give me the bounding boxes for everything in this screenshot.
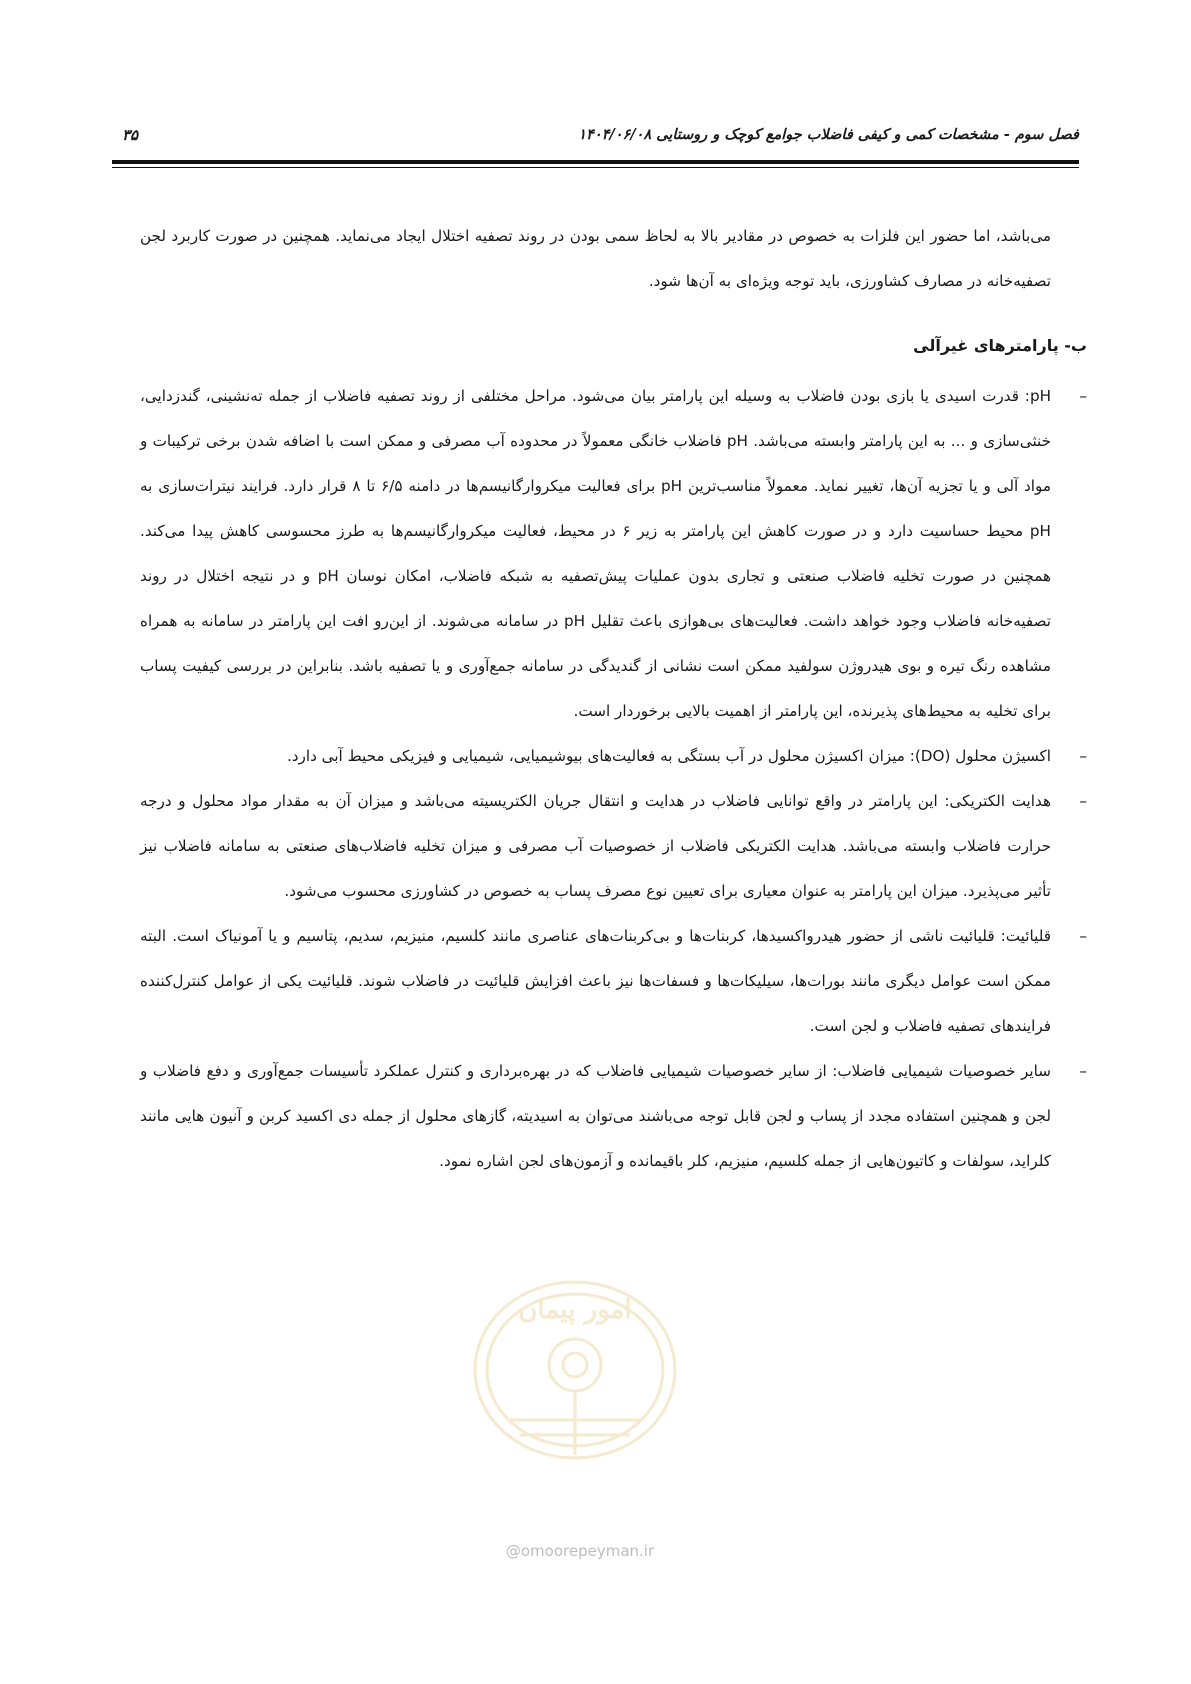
chapter-title: فصل سوم - مشخصات کمی و کیفی فاضلاب جوامع کوچک و روستایی ۱۴۰۴/۰۶/۰۸ bbox=[578, 126, 1079, 143]
bullet-list bbox=[140, 374, 1087, 1184]
bullet-dash: – bbox=[1079, 1062, 1087, 1080]
bullet-conductivity bbox=[140, 779, 1087, 914]
bullet-text: قلیائیت: قلیائیت ناشی از حضور هیدرواکسیدها، کربنات‌ها و بی‌کربنات‌های عناصری مانند کلسیم، منیزیم، سدیم، پتاسیم و یا آمونیاک است. البته ممکن است عوامل دیگری مانند بورات‌ها، سیلیکات‌ها و فسفات‌ها نیز باعث افزایش قلیائیت در فاضلاب شوند. قلیائیت یکی از عوامل کنترل‌کننده فرایندهای تصفیه فاضلاب و لجن است. bbox=[140, 927, 1051, 1035]
intro-paragraph: می‌باشد، اما حضور این فلزات به خصوص در مقادیر بالا به لحاظ سمی بودن در روند تصفیه اختلال ایجاد می‌نماید. همچنین در صورت کاربرد لجن تصفیه‌خانه در مصارف کشاورزی، باید توجه ویژه‌ای به آن‌ها شود. bbox=[140, 227, 1051, 290]
page-body bbox=[140, 214, 1087, 1184]
bullet-text: اکسیژن محلول (DO): میزان اکسیژن محلول در آب بستگی به فعالیت‌های بیوشیمیایی، شیمیایی و فیزیکی محیط آبی دارد. bbox=[286, 747, 1051, 765]
bullet-other-chemical bbox=[140, 1049, 1087, 1184]
bullet-dash: – bbox=[1079, 387, 1087, 405]
bullet-dissolved-oxygen bbox=[140, 734, 1087, 779]
page-number: ۳۵ bbox=[122, 126, 139, 144]
bullet-text: سایر خصوصیات شیمیایی فاضلاب: از سایر خصوصیات شیمیایی فاضلاب که در بهره‌برداری و کنترل عملکرد تأسیسات جمع‌آوری و دفع فاضلاب و لجن و همچنین استفاده مجدد از پساب و لجن قابل توجه می‌باشند می‌توان به اسیدیته، گازهای محلول از جمله دی اکسید کربن و آنیون هایی مانند کلراید، سولفات و کاتیون‌هایی از جمله کلسیم، منیزیم، کلر باقیمانده و آزمون‌های لجن اشاره نمود. bbox=[140, 1062, 1051, 1170]
watermark-url: @omoorepeyman.ir bbox=[505, 1542, 655, 1560]
running-header bbox=[112, 126, 1079, 154]
watermark-logo-text: امور پیمان bbox=[518, 1295, 632, 1325]
watermark-logo bbox=[450, 1270, 700, 1470]
header-rule-thick bbox=[112, 160, 1079, 164]
bullet-text: هدایت الکتریکی: این پارامتر در واقع توانایی فاضلاب در هدایت و انتقال جریان الکتریسیته می‌باشد و میزان آن به مقدار مواد محلول و درجه حرارت فاضلاب وابسته می‌باشد. هدایت الکتریکی فاضلاب از خصوصیات آب مصرفی و میزان تخلیه فاضلاب‌های صنعتی به سامانه فاضلاب نیز تأثیر می‌پذیرد. میزان این پارامتر به عنوان معیاری برای تعیین نوع مصرف پساب به خصوص در کشاورزی محسوب می‌شود. bbox=[140, 792, 1051, 900]
bullet-alkalinity bbox=[140, 914, 1087, 1049]
bullet-dash: – bbox=[1079, 747, 1087, 765]
bullet-text: pH: قدرت اسیدی یا بازی بودن فاضلاب به وسیله این پارامتر بیان می‌شود. مراحل مختلفی از روند تصفیه فاضلاب از جمله ته‌نشینی، گندزدایی، خنثی‌سازی و ... به این پارامتر وابسته می‌باشد. pH فاضلاب خانگی معمولاً در محدوده آب مصرفی و ممکن است با اضافه شدن برخی ترکیبات و مواد آلی و یا تجزیه آن‌ها، تغییر نماید. معمولاً مناسب‌ترین pH برای فعالیت میکروارگانیسم‌ها در دامنه ۶/۵ تا ۸ قرار دارد. فرایند نیترات‌سازی به pH محیط حساسیت دارد و در صورت کاهش این پارامتر به زیر ۶ در محیط، فعالیت میکروارگانیسم‌ها به طرز محسوسی کاهش پیدا می‌کند. همچنین در صورت تخلیه فاضلاب صنعتی و تجاری بدون عملیات پیش‌تصفیه به شبکه فاضلاب، امکان نوسان pH و در نتیجه اختلال در روند تصفیه‌خانه فاضلاب وجود خواهد داشت. فعالیت‌های بی‌هوازی باعث تقلیل pH در سامانه می‌شوند. از این‌رو افت این پارامتر در سامانه به همراه مشاهده رنگ تیره و بوی هیدروژن سولفید ممکن است نشانی از گندیدگی در سامانه جمع‌آوری و یا تصفیه باشد. بنابراین در بررسی کیفیت پساب برای تخلیه به محیط‌های پذیرنده، این پارامتر از اهمیت بالایی برخوردار است. bbox=[140, 387, 1052, 720]
section-heading: ب- پارامترهای غیرآلی bbox=[913, 336, 1087, 355]
bullet-ph bbox=[140, 374, 1087, 734]
bullet-dash: – bbox=[1079, 927, 1087, 945]
header-rule-thin bbox=[112, 167, 1079, 168]
bullet-dash: – bbox=[1079, 792, 1087, 810]
